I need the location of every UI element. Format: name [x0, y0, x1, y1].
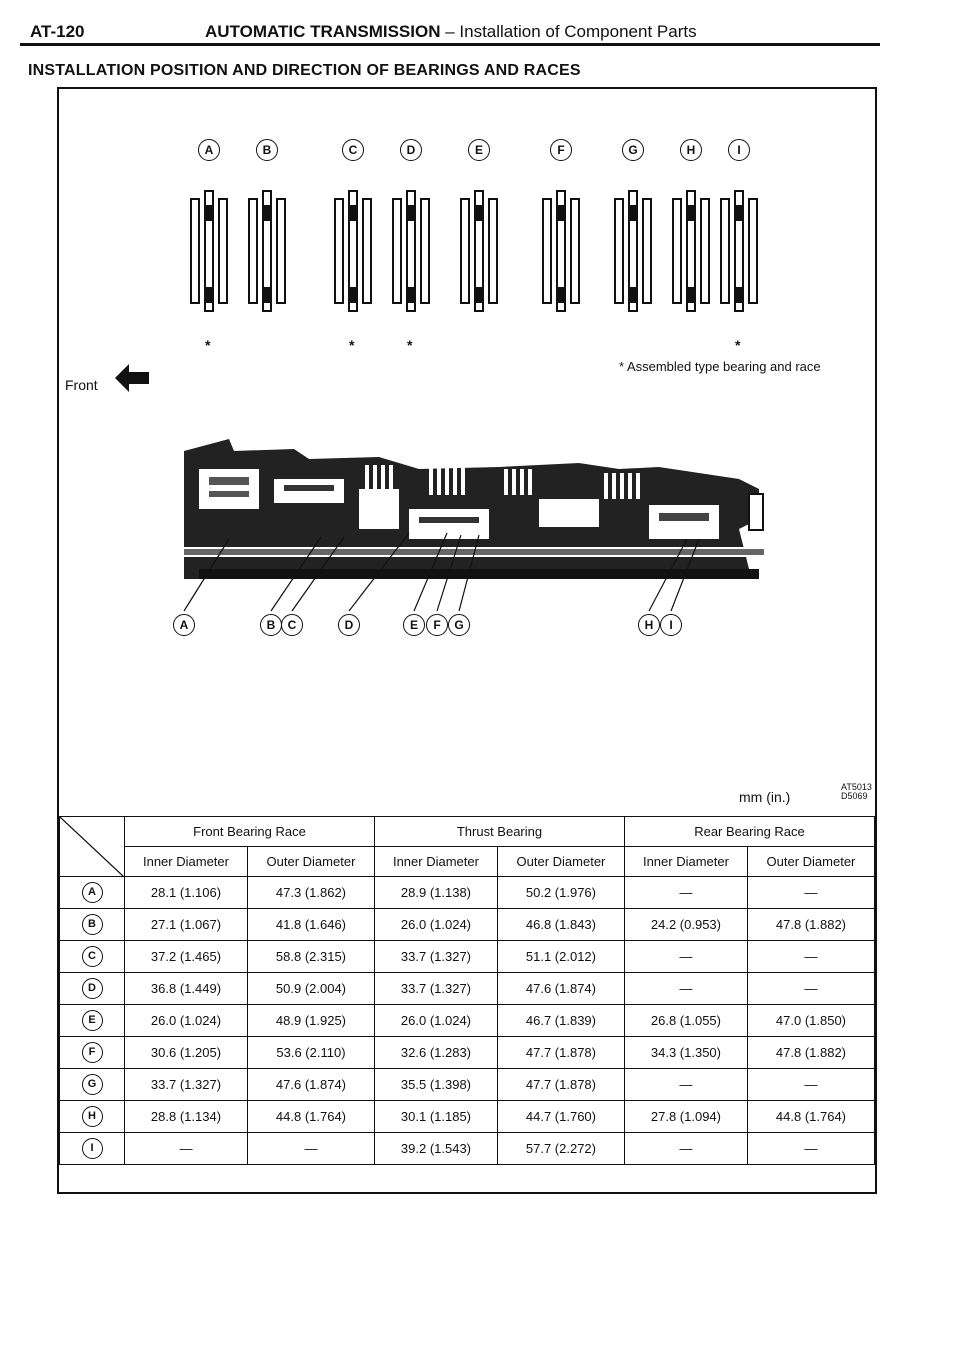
row-label-cell: [60, 877, 125, 909]
table-cell: 26.0 (1.024): [125, 1005, 248, 1037]
table-cell: 47.0 (1.850): [747, 1005, 874, 1037]
bearing-profile-c: [335, 191, 371, 311]
table-cell: —: [747, 941, 874, 973]
header-title: [205, 22, 697, 42]
bearing-letter-e: E: [468, 139, 490, 161]
row-label-cell: [60, 1101, 125, 1133]
assembled-marks-row: [59, 337, 875, 351]
cross-section-letter-a: A: [173, 614, 195, 636]
row-label-c: C: [82, 946, 103, 967]
row-label-cell: [60, 1037, 125, 1069]
cross-section-letter-i: I: [660, 614, 682, 636]
table-row: [60, 1005, 875, 1037]
figure-code-line-1: AT5013: [841, 782, 872, 792]
table-cell: 53.6 (2.110): [247, 1037, 374, 1069]
table-row: [60, 909, 875, 941]
table-cell: 28.8 (1.134): [125, 1101, 248, 1133]
table-row: [60, 973, 875, 1005]
table-row: [60, 1037, 875, 1069]
table-cell: 24.2 (0.953): [624, 909, 747, 941]
cross-section-letter-c: C: [281, 614, 303, 636]
section-title: INSTALLATION POSITION AND DIRECTION OF BEARINGS AND RACES: [28, 62, 581, 79]
assembled-mark-a: *: [205, 337, 211, 353]
bearing-profile-b: [249, 191, 285, 311]
subheader-cell: Outer Diameter: [247, 847, 374, 877]
table-cell: 36.8 (1.449): [125, 973, 248, 1005]
row-label-cell: [60, 973, 125, 1005]
table-cell: 58.8 (2.315): [247, 941, 374, 973]
table-cell: 47.7 (1.878): [497, 1069, 624, 1101]
bearing-profile-g: [615, 191, 651, 311]
cross-section-letter-g: G: [448, 614, 470, 636]
bearing-profile-a: [191, 191, 227, 311]
bearing-letter-h: H: [680, 139, 702, 161]
table-cell: 26.8 (1.055): [624, 1005, 747, 1037]
transmission-cross-section-drawing: [59, 429, 875, 619]
table-cell: 28.9 (1.138): [374, 877, 497, 909]
cross-section-letter-e: E: [403, 614, 425, 636]
bearing-profiles-drawing: [59, 159, 875, 339]
bearing-letter-a: A: [198, 139, 220, 161]
cross-section-letter-f: F: [426, 614, 448, 636]
group-header-front-race: Front Bearing Race: [125, 817, 375, 847]
unit-label: mm (in.): [739, 789, 791, 805]
page-number: AT-120: [30, 22, 85, 41]
bearing-profile-d: [393, 191, 429, 311]
table-row: [60, 877, 875, 909]
subheader-cell: Outer Diameter: [497, 847, 624, 877]
header-rule: [20, 43, 880, 46]
figure-code-line-2: D5069: [841, 791, 868, 801]
corner-diagonal-icon: [60, 817, 124, 877]
table-cell: 47.3 (1.862): [247, 877, 374, 909]
cross-section-letter-b: B: [260, 614, 282, 636]
cross-section-letter-d: D: [338, 614, 360, 636]
table-cell: 27.8 (1.094): [624, 1101, 747, 1133]
assembled-mark-i: *: [735, 337, 741, 353]
bearing-letter-d: D: [400, 139, 422, 161]
table-cell: 44.8 (1.764): [247, 1101, 374, 1133]
row-label-i: I: [82, 1138, 103, 1159]
cross-section-letter-h: H: [638, 614, 660, 636]
figure-frame: [57, 87, 877, 1194]
table-cell: 50.9 (2.004): [247, 973, 374, 1005]
table-cell: 39.2 (1.543): [374, 1133, 497, 1165]
table-cell: 46.7 (1.839): [497, 1005, 624, 1037]
table-cell: 33.7 (1.327): [374, 973, 497, 1005]
table-cell: —: [624, 1133, 747, 1165]
group-header-rear-race: Rear Bearing Race: [624, 817, 874, 847]
bearing-letter-g: G: [622, 139, 644, 161]
row-label-cell: [60, 1133, 125, 1165]
table-cell: 57.7 (2.272): [497, 1133, 624, 1165]
table-row: [60, 941, 875, 973]
table-cell: 51.1 (2.012): [497, 941, 624, 973]
table-cell: —: [747, 877, 874, 909]
bearing-profile-f: [543, 191, 579, 311]
table-cell: 33.7 (1.327): [125, 1069, 248, 1101]
front-arrow-icon: [115, 363, 151, 393]
table-corner-cell: [60, 817, 125, 877]
bearing-letter-i: I: [728, 139, 750, 161]
table-cell: —: [125, 1133, 248, 1165]
table-cell: 26.0 (1.024): [374, 1005, 497, 1037]
table-group-header-row: [60, 817, 875, 847]
bearing-letter-b: B: [256, 139, 278, 161]
row-label-h: H: [82, 1106, 103, 1127]
table-cell: —: [624, 973, 747, 1005]
row-label-cell: [60, 909, 125, 941]
table-cell: 47.6 (1.874): [247, 1069, 374, 1101]
row-label-d: D: [82, 978, 103, 999]
table-cell: —: [747, 973, 874, 1005]
row-label-e: E: [82, 1010, 103, 1031]
bearing-profile-i: [721, 191, 757, 311]
table-cell: 47.6 (1.874): [497, 973, 624, 1005]
subheader-cell: Inner Diameter: [374, 847, 497, 877]
table-cell: 50.2 (1.976): [497, 877, 624, 909]
table-row: [60, 1069, 875, 1101]
table-cell: 47.7 (1.878): [497, 1037, 624, 1069]
row-label-a: A: [82, 882, 103, 903]
row-label-cell: [60, 941, 125, 973]
row-label-g: G: [82, 1074, 103, 1095]
table-subheader-row: [60, 847, 875, 877]
table-cell: —: [624, 877, 747, 909]
subheader-cell: Inner Diameter: [624, 847, 747, 877]
bearing-letter-f: F: [550, 139, 572, 161]
row-label-cell: [60, 1005, 125, 1037]
table-cell: 28.1 (1.106): [125, 877, 248, 909]
bearing-letter-c: C: [342, 139, 364, 161]
table-cell: 27.1 (1.067): [125, 909, 248, 941]
row-label-cell: [60, 1069, 125, 1101]
table-cell: 37.2 (1.465): [125, 941, 248, 973]
table-cell: 44.8 (1.764): [747, 1101, 874, 1133]
table-cell: 47.8 (1.882): [747, 909, 874, 941]
bearing-profile-e: [461, 191, 497, 311]
table-cell: —: [624, 941, 747, 973]
table-cell: —: [247, 1133, 374, 1165]
table-cell: 26.0 (1.024): [374, 909, 497, 941]
bearing-dimension-table: [59, 816, 875, 1165]
table-cell: 34.3 (1.350): [624, 1037, 747, 1069]
table-row: [60, 1133, 875, 1165]
table-cell: —: [747, 1133, 874, 1165]
table-cell: 35.5 (1.398): [374, 1069, 497, 1101]
table-cell: 30.6 (1.205): [125, 1037, 248, 1069]
table-cell: 44.7 (1.760): [497, 1101, 624, 1133]
table-cell: 47.8 (1.882): [747, 1037, 874, 1069]
front-label: Front: [65, 377, 98, 393]
assembled-mark-d: *: [407, 337, 413, 353]
table-cell: 32.6 (1.283): [374, 1037, 497, 1069]
cross-section-letter-row: [59, 614, 875, 644]
table-cell: 48.9 (1.925): [247, 1005, 374, 1037]
assembled-mark-c: *: [349, 337, 355, 353]
row-label-f: F: [82, 1042, 103, 1063]
subheader-cell: Inner Diameter: [125, 847, 248, 877]
table-cell: 46.8 (1.843): [497, 909, 624, 941]
header-title-rest: – Installation of Component Parts: [440, 22, 697, 41]
bearing-profile-h: [673, 191, 709, 311]
group-header-thrust-bearing: Thrust Bearing: [374, 817, 624, 847]
table-cell: 33.7 (1.327): [374, 941, 497, 973]
table-row: [60, 1101, 875, 1133]
table-cell: 30.1 (1.185): [374, 1101, 497, 1133]
figure-code: [841, 783, 872, 801]
table-cell: —: [624, 1069, 747, 1101]
assembled-note: * Assembled type bearing and race: [619, 359, 821, 374]
header-title-bold: AUTOMATIC TRANSMISSION: [205, 22, 441, 41]
row-label-b: B: [82, 914, 103, 935]
subheader-cell: Outer Diameter: [747, 847, 874, 877]
table-cell: 41.8 (1.646): [247, 909, 374, 941]
table-cell: —: [747, 1069, 874, 1101]
